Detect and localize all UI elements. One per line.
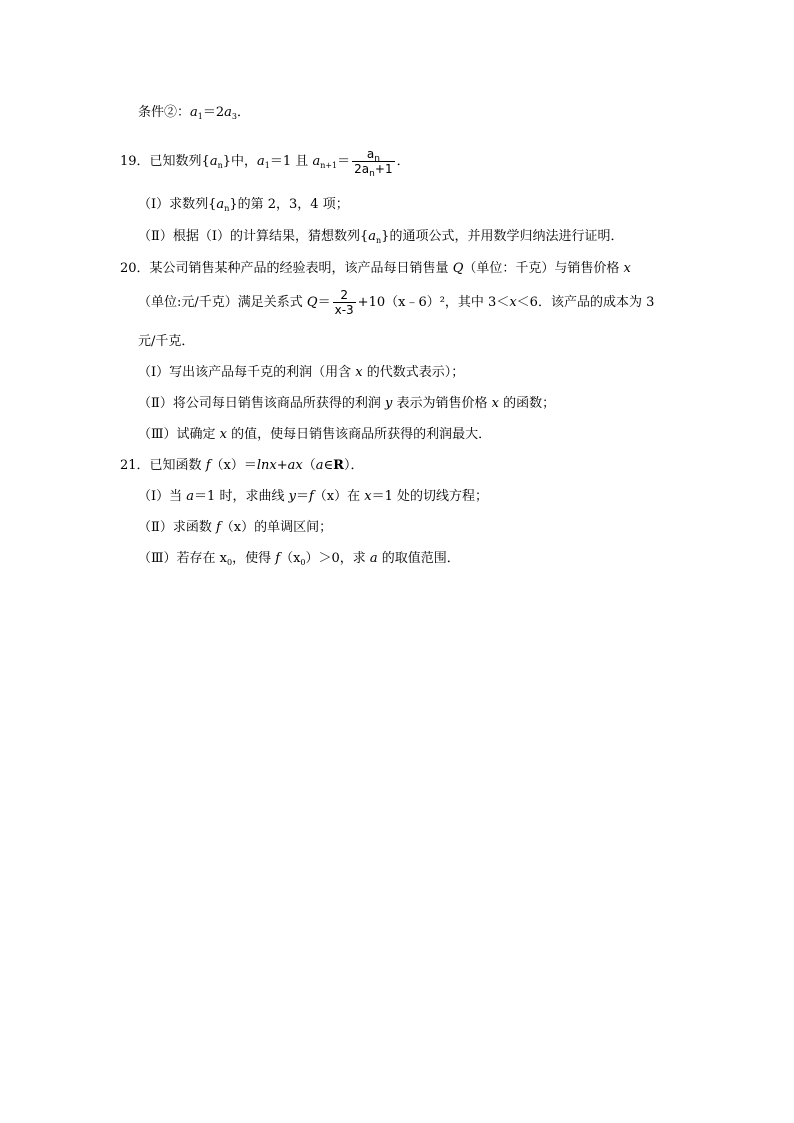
text: （x）＝ [210,458,257,473]
text: （Ⅰ）写出该产品每千克的利润（用含 [138,365,356,380]
text: 的函数； [498,396,556,411]
text: （x [280,551,301,566]
text: + [276,458,288,473]
text: （ [302,458,316,473]
subscript: n+1 [320,161,338,170]
fraction-numerator: 2 [340,288,348,302]
text: ． [396,154,410,169]
text: （单位：千克）与销售价格 [463,261,624,276]
q21-part-1 [138,488,488,506]
text: ∈ [323,458,334,473]
fraction-numerator [352,147,394,164]
text: 元/千克． [138,334,195,349]
text: ）． [343,458,364,473]
text: （单位:元/千克）满足关系式 [138,295,307,310]
text: （Ⅱ）将公司每日销售该商品所获得的利润 [138,396,385,411]
var-f: f [215,520,221,535]
var-f: f [205,458,211,473]
text: ＝1 处的切线方程； [371,489,488,504]
q20-part-3 [138,426,491,444]
var-q: Q [452,261,464,276]
q20-part-2 [138,395,555,413]
expr-ax: ax [287,458,303,473]
text: ＝1 且 [269,154,313,169]
subscript: 3 [231,112,238,121]
text: ）＞0，求 [305,551,370,566]
subscript: 0 [300,558,306,567]
text: 的值，使每日销售该商品所获得的利润最大． [227,427,492,442]
fraction-denominator [352,161,394,179]
var-x: x [355,365,363,380]
var-a: a [216,197,225,212]
var-f: f [308,489,314,504]
var-a: a [369,551,378,566]
text: 表示为销售价格 [392,396,492,411]
text: （x）在 [313,489,365,504]
subscript: 0 [227,558,233,567]
subscript: n [369,169,375,179]
var-x: x [364,489,372,504]
text: }的通项公式，并用数学归纳法进行证明． [381,229,624,244]
subscript: n [217,161,223,170]
text: 19．已知数列{ [120,154,210,169]
q21-part-3 [138,550,460,568]
var-x: x [509,295,517,310]
denominator-text: +1 [374,162,393,176]
set-r: R [333,458,344,473]
question-19 [120,145,410,179]
numerator-a: a [366,147,375,161]
text: （Ⅲ）若存在 x [138,551,228,566]
text: ． [237,105,251,120]
var-a: a [190,105,198,120]
subscript: n [376,236,382,245]
var-f: f [275,551,281,566]
question-20-line-1 [120,260,631,278]
var-y: y [384,396,393,411]
subscript: n [224,204,230,213]
text: 的代数式表示）； [362,365,465,380]
var-y: y [288,489,296,504]
subscript: n [374,154,380,164]
fraction [333,288,356,317]
denominator-text: 2a [354,162,370,176]
q19-part-2 [138,228,623,246]
text: （Ⅱ）求函数 [138,520,216,535]
var-a: a [224,105,232,120]
text: （Ⅰ）求数列{ [138,197,217,212]
text: +10（x﹣6）²，其中 3＜ [357,295,510,310]
question-21 [120,457,363,475]
var-q: Q [306,295,318,310]
expr-lnx: lnx [256,458,277,473]
text: （Ⅱ）根据（Ⅰ）的计算结果，猜想数列{ [138,229,369,244]
var-a: a [368,229,377,244]
text: （Ⅰ）当 [138,489,187,504]
text: 的取值范围． [377,551,460,566]
text: }中， [222,154,258,169]
var-a: a [186,489,195,504]
var-a: a [315,458,324,473]
question-20-line-2 [138,286,654,320]
q20-part-1 [138,364,464,382]
subscript: 1 [197,112,203,121]
text: （Ⅲ）试确定 [138,427,220,442]
var-x: x [491,396,499,411]
question-20-line-3 [138,333,194,351]
text: 20．某公司销售某种产品的经验表明，该产品每日销售量 [120,261,453,276]
var-a: a [312,154,321,169]
condition-label: 条件②： [138,105,191,120]
var-a: a [209,154,218,169]
text: }的第 2，3，4 项； [229,197,349,212]
text: （x）的单调区间； [220,520,333,535]
fraction-denominator: x-3 [334,303,354,317]
condition-2-line [138,104,250,122]
text: ＝ [295,489,309,504]
var-x: x [219,427,228,442]
text: ＝2 [202,105,225,120]
q21-part-2 [138,519,332,537]
subscript: 1 [264,161,270,170]
var-x: x [623,261,631,276]
fraction [352,147,394,179]
text: ＝1 时，求曲线 [194,489,289,504]
text: ，使得 [232,551,276,566]
text: ＝ [337,154,351,169]
q19-part-1 [138,196,349,214]
text: 21．已知函数 [120,458,206,473]
text: ＜6．该产品的成本为 3 [516,295,655,310]
text: ＝ [317,295,331,310]
var-a: a [257,154,265,169]
